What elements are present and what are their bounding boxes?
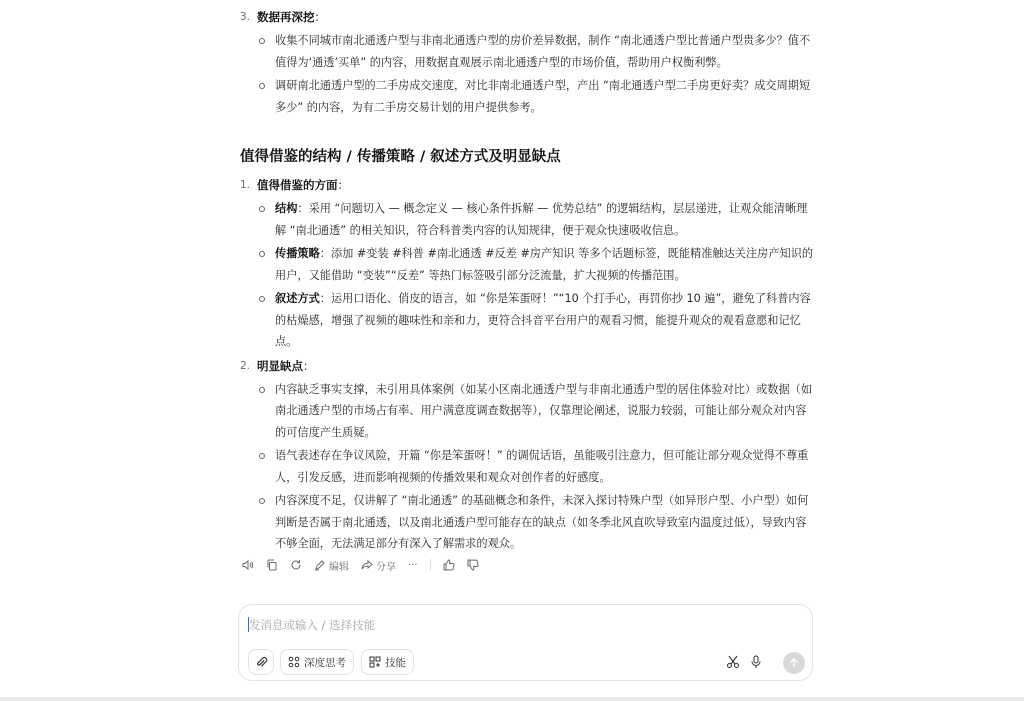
copy-icon	[266, 559, 278, 571]
list-section-b	[240, 174, 816, 555]
bullet-item: 调研南北通透户型的二手房成交速度，对比非南北通透户型，产出 “南北通透户型二手房更好卖？成交周期短多少” 的内容，为有二手房交易计划的用户提供参考。	[257, 75, 816, 118]
bullet-list	[257, 30, 816, 118]
share-button[interactable]	[361, 558, 396, 573]
skills-label: 技能	[385, 656, 406, 669]
bullet-label: 传播策略	[275, 247, 320, 260]
chat-input-box[interactable]	[238, 604, 813, 681]
share-icon	[361, 559, 373, 571]
skills-grid-icon	[369, 656, 381, 668]
bullet-text: 运用口语化、俏皮的语言，如 “你是笨蛋呀！”“10 个打手心，再罚你抄 10 遍”，避免了科普内容的枯燥感，增强了视频的趣味性和亲和力，更符合抖音平台用户的观看习惯，能提升观众的观看意愿和记忆点。	[275, 292, 811, 348]
regenerate-button[interactable]	[290, 559, 302, 571]
list-section-a	[240, 6, 816, 118]
arrow-up-icon	[789, 658, 799, 668]
edit-button[interactable]	[314, 558, 349, 573]
window-bottom-edge	[0, 697, 1024, 701]
skills-button[interactable]	[361, 649, 414, 675]
refresh-icon	[290, 559, 302, 571]
divider	[430, 559, 431, 571]
more-label: ···	[408, 559, 418, 571]
list-number: 2.	[240, 359, 251, 372]
edit-label: 编辑	[329, 561, 349, 573]
copy-button[interactable]	[266, 559, 278, 571]
bullet-item: 结构：采用 “问题切入 — 概念定义 — 核心条件拆解 — 优势总结” 的逻辑结构，层层递进，让观众能清晰理解 “南北通透” 的相关知识，符合科普类内容的认知规律，便于观众快速吸收信息。	[257, 198, 816, 241]
thumbs-down-icon	[467, 559, 479, 571]
bullet-list	[257, 379, 816, 555]
bullet-item: 内容深度不足，仅讲解了 “南北通透” 的基础概念和条件，未深入探讨特殊户型（如异形户型、小户型）如何判断是否属于南北通透，以及南北通透户型可能存在的缺点（如冬季北风直吹导致室内温度过低），导致内容不够全面，无法满足部分有深入了解需求的观众。	[257, 490, 816, 555]
list-item: 1. 值得借鉴的方面： 结构：采用 “问题切入 — 概念定义 — 核心条件拆解 — 优势总结” 的逻辑结构，层层递进，让观众能清晰理解 “南北通透” 的相关知识，符合科普类内容的认知规律，便于观众快速吸收信息。 传播策略：添加 #变装 #科普 #南北通透 #反差 #房产知识 等多个话题标签，既能精准触达关注房产知识的用户，又能借助 “变装”“反差” 等热门标签吸引部分泛流量，扩大视频的传播范围。 叙述方式：运用口语化、俏皮的语言，如 “你是笨蛋呀！”“10 个打手心，再罚你抄 10 遍”，避免了科普内容的枯燥感，增强了视频的趣味性和亲和力，更符合抖音平台用户的观看习惯，能提升观众的观看意愿和记忆点。	[240, 174, 816, 353]
list-item-title: 数据再深挖	[257, 10, 315, 24]
bullet-list	[257, 198, 816, 353]
paperclip-icon	[255, 656, 268, 669]
bullet-label: 结构	[275, 202, 298, 215]
deep-think-button[interactable]	[280, 649, 354, 675]
bullet-item: 收集不同城市南北通透户型与非南北通透户型的房价差异数据，制作 “南北通透户型比普通户型贵多少？值不值得为‘通透’买单” 的内容，用数据直观展示南北通透户型的市场价值，帮助用户权衡利弊。	[257, 30, 816, 73]
attach-button[interactable]	[248, 649, 274, 675]
bullet-item: 叙述方式：运用口语化、俏皮的语言，如 “你是笨蛋呀！”“10 个打手心，再罚你抄 10 遍”，避免了科普内容的枯燥感，增强了视频的趣味性和亲和力，更符合抖音平台用户的观看习惯，能提升观众的观看意愿和记忆点。	[257, 288, 816, 353]
deep-think-label: 深度思考	[304, 656, 346, 669]
send-button[interactable]	[783, 652, 805, 674]
atom-icon	[288, 656, 300, 668]
edit-icon	[314, 559, 326, 571]
bullet-item: 内容缺乏事实支撑，未引用具体案例（如某小区南北通透户型与非南北通透户型的居住体验对比）或数据（如南北通透户型的市场占有率、用户满意度调查数据等），仅靠理论阐述，说服力较弱，可能让部分观众对内容的可信度产生质疑。	[257, 379, 816, 444]
more-button[interactable]	[408, 560, 418, 571]
bullet-text: 采用 “问题切入 — 概念定义 — 核心条件拆解 — 优势总结” 的逻辑结构，层层递进，让观众能清晰理解 “南北通透” 的相关知识，符合科普类内容的认知规律，便于观众快速吸收信息。	[275, 202, 808, 237]
list-item-title: 值得借鉴的方面	[257, 178, 338, 192]
dislike-button[interactable]	[467, 559, 479, 571]
microphone-icon[interactable]	[749, 655, 763, 669]
list-number: 1.	[240, 179, 251, 191]
bullet-item: 语气表述存在争议风险，开篇 “你是笨蛋呀！” 的调侃话语，虽能吸引注意力，但可能让部分观众觉得不尊重人，引发反感，进而影响视频的传播效果和观众对创作者的好感度。	[257, 445, 816, 488]
list-item-title: 明显缺点	[257, 358, 303, 373]
bullet-item: 传播策略：添加 #变装 #科普 #南北通透 #反差 #房产知识 等多个话题标签，既能精准触达关注房产知识的用户，又能借助 “变装”“反差” 等热门标签吸引部分泛流量，扩大视频的传播范围。	[257, 243, 816, 286]
list-item: 2. 明显缺点： 内容缺乏事实支撑，未引用具体案例（如某小区南北通透户型与非南北通透户型的居住体验对比）或数据（如南北通透户型的市场占有率、用户满意度调查数据等），仅靠理论阐述，说服力较弱，可能让部分观众对内容的可信度产生质疑。 语气表述存在争议风险，开篇 “你是笨蛋呀！” 的调侃话语，虽能吸引注意力，但可能让部分观众觉得不尊重人，引发反感，进而影响视频的传播效果和观众对创作者的好感度。 内容深度不足，仅讲解了 “南北通透” 的基础概念和条件，未深入探讨特殊户型（如异形户型、小户型）如何判断是否属于南北通透，以及南北通透户型可能存在的缺点（如冬季北风直吹导致室内温度过低），导致内容不够全面，无法满足部分有深入了解需求的观众。	[240, 355, 816, 555]
message-content	[240, 0, 816, 557]
share-label: 分享	[376, 561, 396, 573]
thumbs-up-icon	[443, 559, 455, 571]
scissors-icon[interactable]	[726, 655, 740, 669]
bullet-text: 添加 #变装 #科普 #南北通透 #反差 #房产知识 等多个话题标签，既能精准触达关注房产知识的用户，又能借助 “变装”“反差” 等热门标签吸引部分泛流量，扩大视频的传播范围。	[275, 247, 814, 282]
section-heading: 值得借鉴的结构 / 传播策略 / 叙述方式及明显缺点	[240, 149, 561, 165]
like-button[interactable]	[443, 559, 455, 571]
speaker-icon	[242, 559, 254, 571]
message-actions	[242, 556, 479, 574]
message-input[interactable]: 发消息或输入 / 选择技能	[249, 618, 376, 632]
read-aloud-button[interactable]	[242, 559, 254, 571]
list-number: 3.	[240, 11, 251, 23]
bullet-label: 叙述方式	[275, 292, 320, 305]
list-item: 3. 数据再深挖： 收集不同城市南北通透户型与非南北通透户型的房价差异数据，制作 “南北通透户型比普通户型贵多少？值不值得为‘通透’买单” 的内容，用数据直观展示南北通透户型的市场价值，帮助用户权衡利弊。 调研南北通透户型的二手房成交速度，对比非南北通透户型，产出 “南北通透户型二手房更好卖？成交周期短多少” 的内容，为有二手房交易计划的用户提供参考。	[240, 6, 816, 118]
